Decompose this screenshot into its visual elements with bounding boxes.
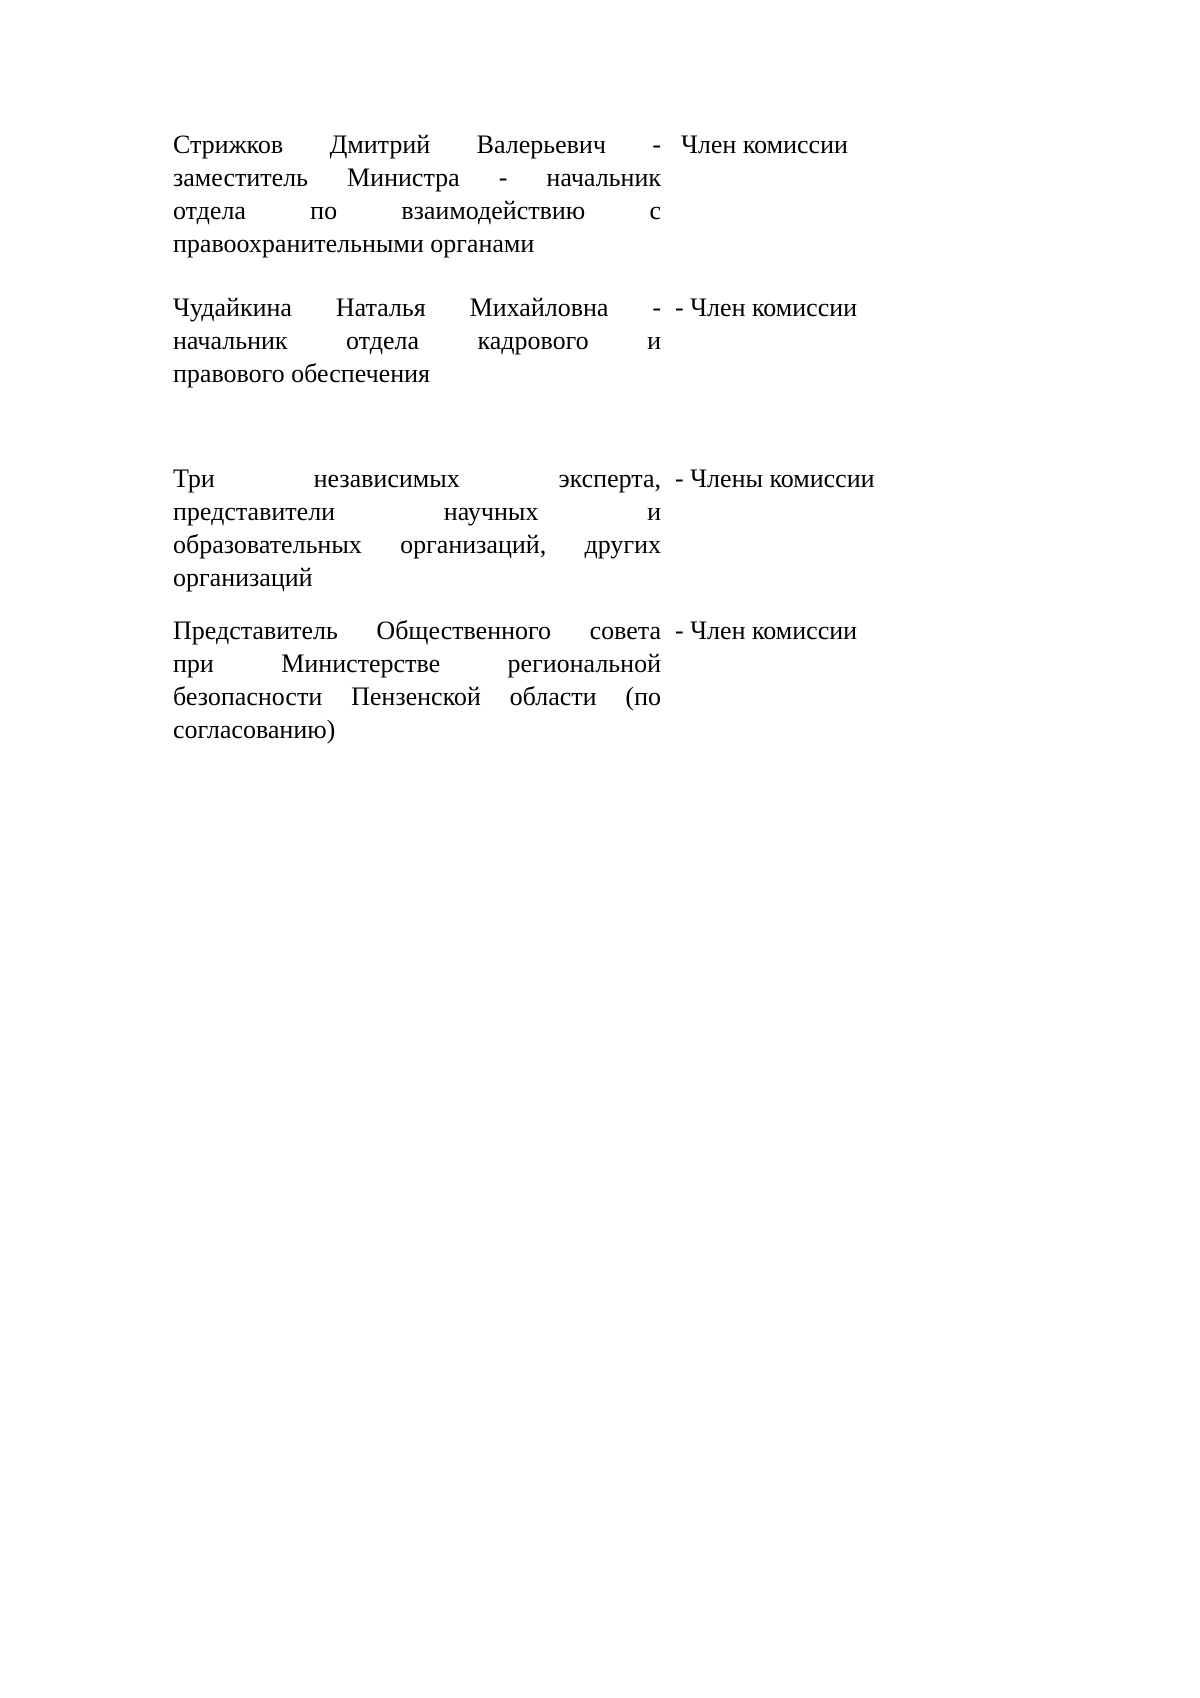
description-line: заместитель Министра - начальник [173, 163, 661, 192]
description-line: представители научных и [173, 497, 661, 526]
description-line: при Министерстве региональной [173, 649, 661, 678]
member-description [173, 462, 661, 594]
description-line: образовательных организаций, других [173, 530, 661, 559]
member-role: - Член комиссии [675, 616, 858, 645]
description-line: Чудайкина Наталья Михайловна - [173, 293, 661, 322]
description-line: согласованию) [173, 715, 336, 744]
description-line: организаций [173, 563, 313, 592]
member-role: - Члены комиссии [675, 464, 875, 493]
member-role: Член комиссии [681, 130, 848, 159]
member-description [173, 614, 661, 746]
description-line: Представитель Общественного совета [173, 616, 661, 645]
description-line: Три независимых эксперта, [173, 464, 661, 493]
description-line: Стрижков Дмитрий Валерьевич - [173, 130, 661, 159]
description-line: начальник отдела кадрового и [173, 326, 661, 355]
member-role: - Член комиссии [675, 293, 858, 322]
description-line: отдела по взаимодействию с [173, 196, 661, 225]
description-line: правоохранительными органами [173, 229, 535, 258]
member-description [173, 128, 661, 260]
member-description [173, 291, 661, 390]
description-line: безопасности Пензенской области (по [173, 682, 661, 711]
description-line: правового обеспечения [173, 359, 430, 388]
